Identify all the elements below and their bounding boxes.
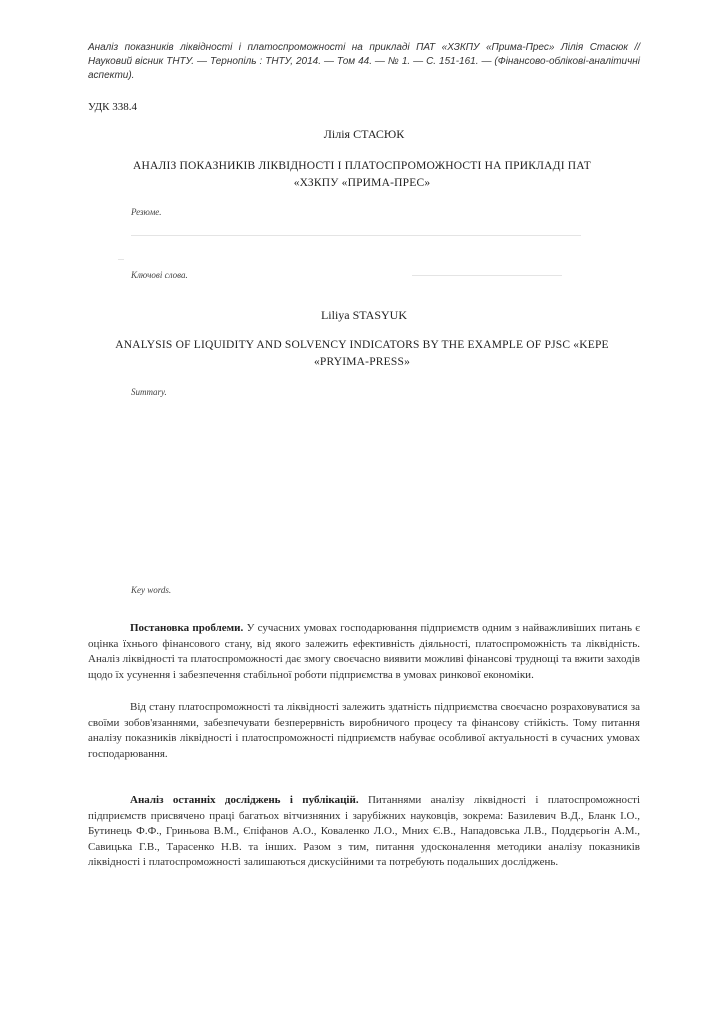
abstract-label-ua: Резюме. bbox=[131, 207, 162, 217]
keywords-label-en: Key words. bbox=[131, 585, 172, 595]
paragraph-lead: Аналіз останніх досліджень і публікацій. bbox=[130, 794, 359, 806]
paragraph-text: Від стану платоспроможності та ліквідності залежить здатність підприємства своєчасно розраховуватися за своїми зобов'язаннями, забезпечувати безперервність виробничого процесу та фінансову стійкість. Тому питання аналізу показників ліквідності і платоспроможності підприємств набуває особливої актуальності в сучасних умовах господарювання. bbox=[88, 701, 640, 760]
keywords-label-ua: Ключові слова. bbox=[131, 270, 188, 280]
title-en: ANALYSIS OF LIQUIDITY AND SOLVENCY INDICATORS BY THE EXAMPLE OF PJSC «KEPE «PRYIMA-PRESS» bbox=[115, 339, 609, 368]
udc-code: УДК 338.4 bbox=[88, 101, 138, 113]
paragraph-text: У сучасних умовах господарювання підприємств одним з найважливіших питань є оцінка їхнього фінансового стану, від якого залежить ефективність діяльності, платоспроможність та ліквідність. Аналіз ліквідності та платоспроможності дає змогу своєчасно виявити можливі фінансові труднощі та вжити заходів щодо їх усунення і забезпечення стабільної роботи підприємства в умовах ринкової економіки. bbox=[88, 622, 641, 681]
body-paragraph-2 bbox=[88, 700, 640, 762]
paragraph-lead: Постановка проблеми. bbox=[130, 622, 244, 634]
faint-keywords-line-ua bbox=[412, 275, 562, 276]
faint-abstract-line-ua bbox=[131, 235, 581, 236]
body-paragraph-3 bbox=[88, 793, 640, 871]
body-paragraph-1 bbox=[88, 621, 640, 683]
citation-block: Аналіз показників ліквідності і платоспроможності на прикладі ПАТ «ХЗКПУ «Прима-Прес» Лілія Стасюк // Науковий вісник ТНТУ. — Тернопіль : ТНТУ, 2014. — Том 44. — № 1. — С. 151-161. — (Фінансово-облікові-аналітичні аспекти). bbox=[88, 42, 640, 81]
faint-mark-ua bbox=[118, 259, 124, 260]
abstract-label-en: Summary. bbox=[131, 387, 167, 397]
author-en: Liliya STASYUK bbox=[320, 308, 408, 322]
author-ua: Лілія СТАСЮК bbox=[323, 127, 405, 141]
paragraph-text: Питаннями аналізу ліквідності і платоспроможності підприємств присвячено праці багатьох вітчизняних і зарубіжних науковців, зокрема: Базилевич В.Д., Бланк І.О., Бутинець Ф.Ф., Гриньова В.М., Єпіфанов А.О., Коваленко Л.О., Мних Є.В., Нападовська Л.В., Поддєрьогін А.М., Савицька Г.В., Тарасенко Н.В. та інших. Разом з тим, питання удосконалення методики аналізу показників ліквідності і платоспроможності залишаються дискусійними та потребують подальших досліджень. bbox=[88, 794, 640, 868]
title-ua: АНАЛІЗ ПОКАЗНИКІВ ЛІКВІДНОСТІ І ПЛАТОСПРОМОЖНОСТІ НА ПРИКЛАДІ ПАТ «ХЗКПУ «ПРИМА-ПРЕС» bbox=[132, 160, 592, 189]
